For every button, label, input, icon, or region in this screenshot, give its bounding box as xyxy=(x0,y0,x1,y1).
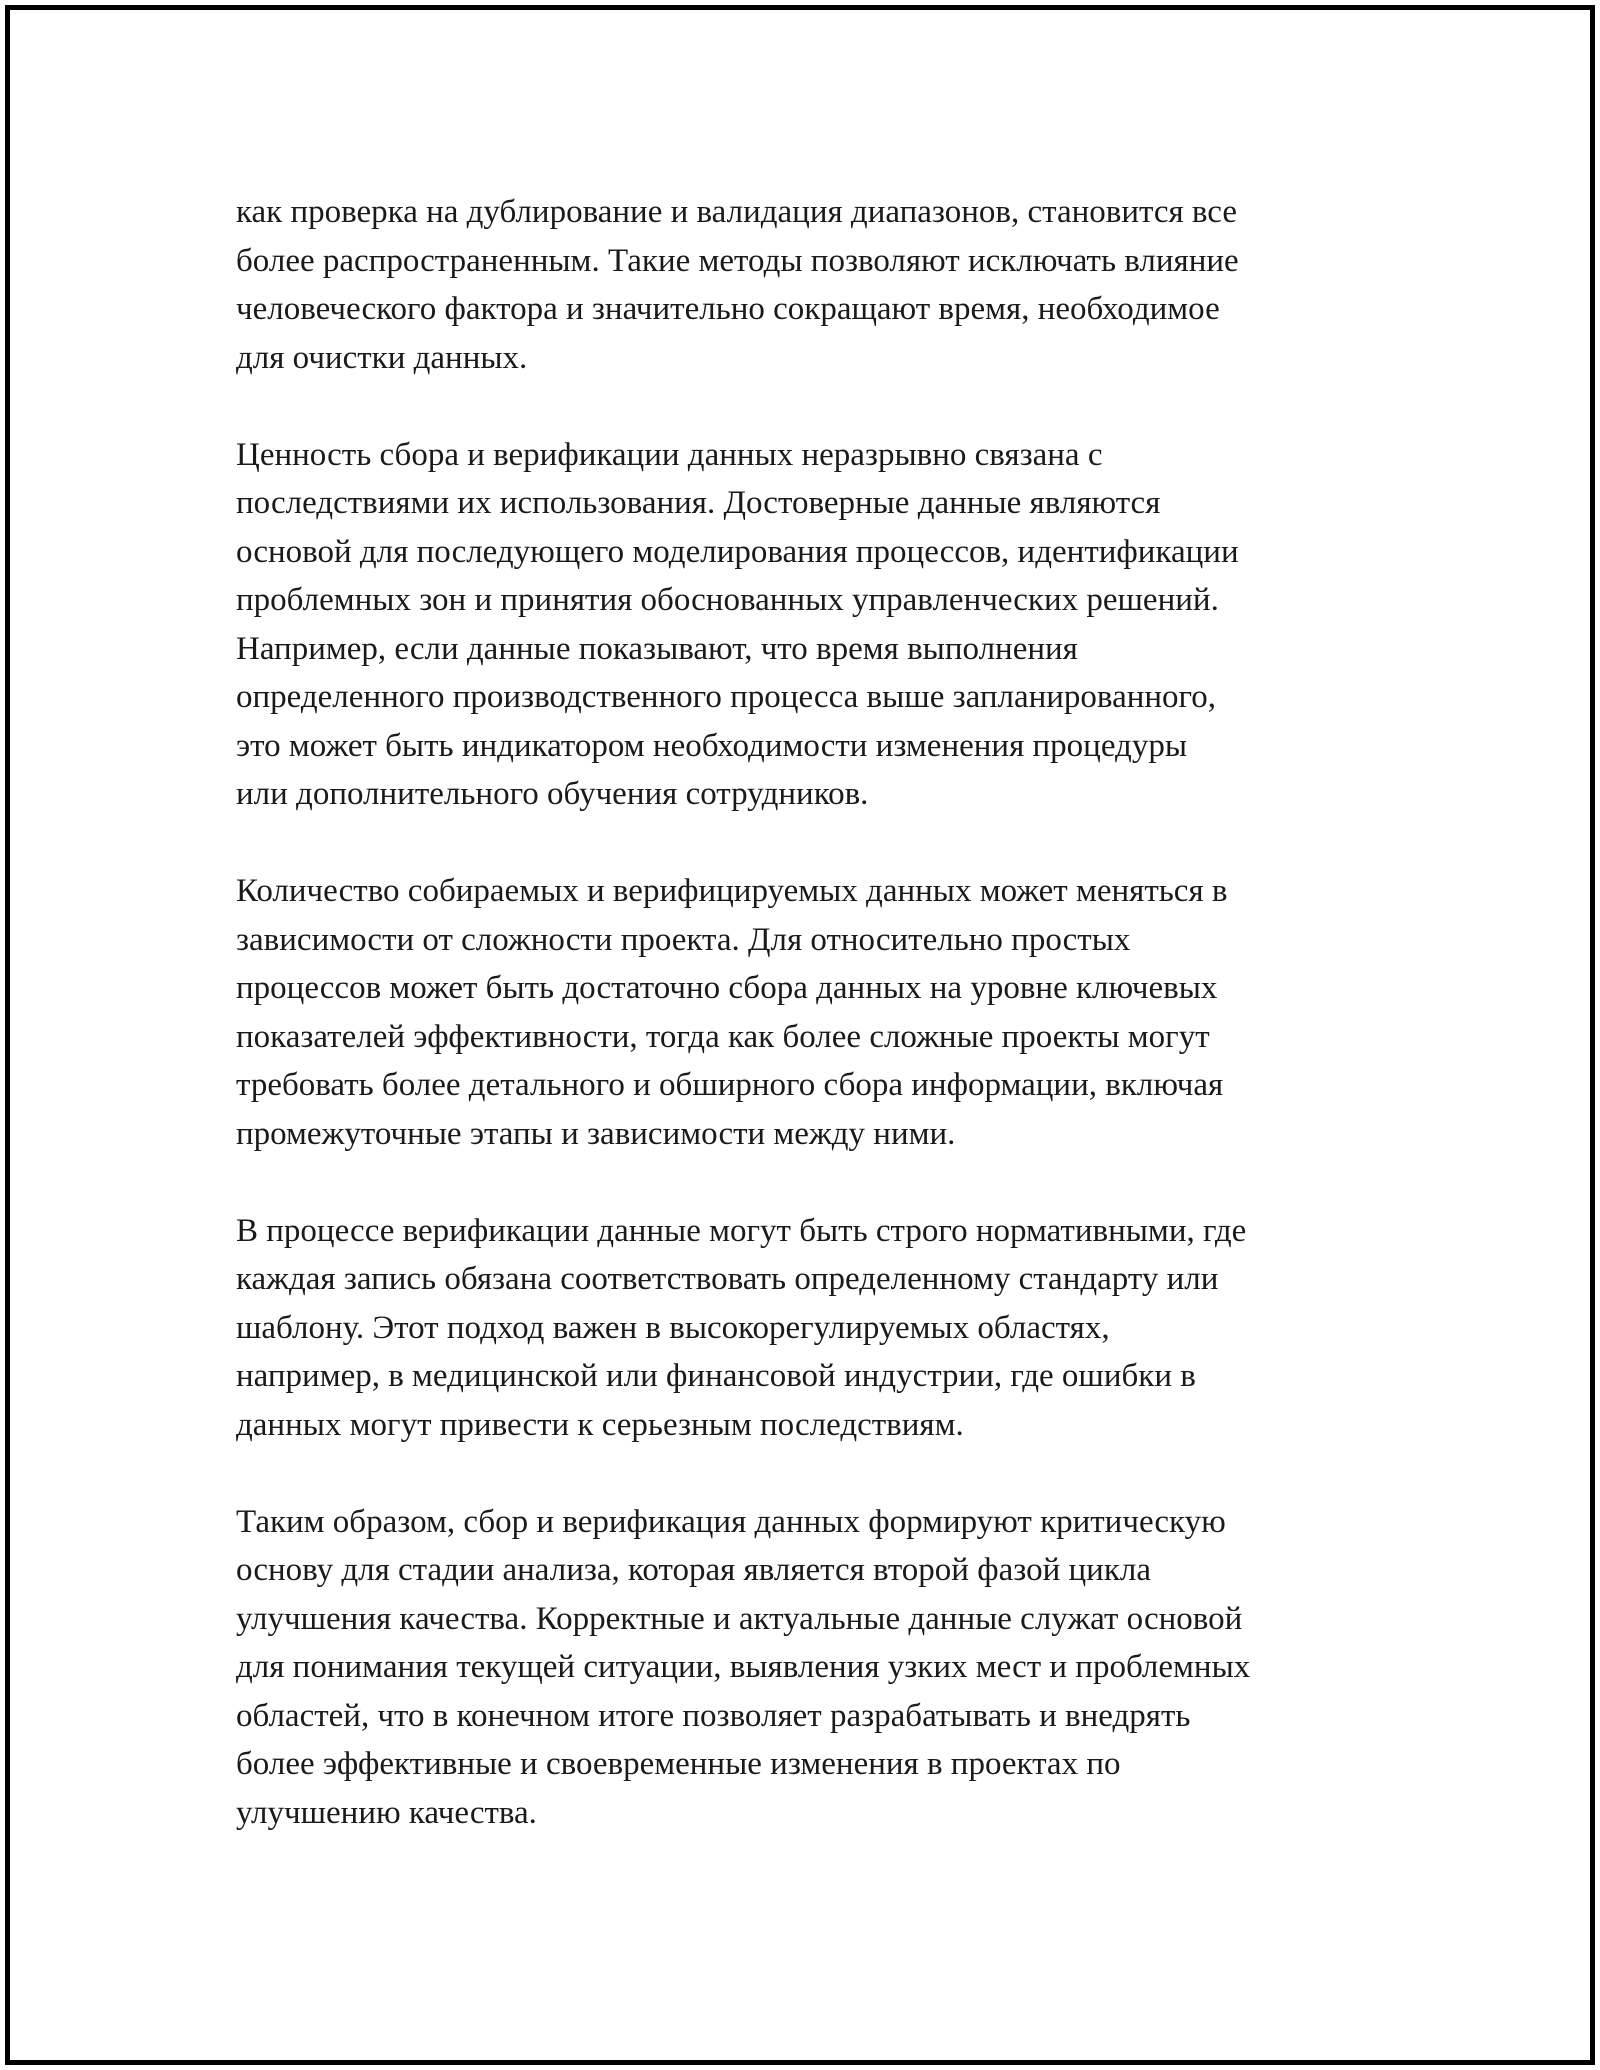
text-line: Например, если данные показывают, что время выполнения xyxy=(236,630,1078,667)
paragraph-3 xyxy=(236,867,1406,1158)
text-line: человеческого фактора и значительно сокращают время, необходимое xyxy=(236,291,1220,327)
text-line: каждая запись обязана соответствовать определенному стандарту или xyxy=(236,1261,1219,1297)
text-line: шаблону. Этот подход важен в высокорегулируемых областях, xyxy=(236,1309,1110,1346)
text-line: улучшения качества. Корректные и актуальные данные служат основой xyxy=(236,1600,1243,1637)
text-line: для понимания текущей ситуации, выявления узких мест и проблемных xyxy=(236,1649,1251,1685)
text-line: последствиями их использования. Достоверные данные являются xyxy=(236,485,1161,521)
text-line: для очистки данных. xyxy=(236,339,528,376)
text-line: областей, что в конечном итоге позволяет разрабатывать и внедрять xyxy=(236,1697,1191,1734)
text-line: данных могут привести к серьезным последствиям. xyxy=(236,1406,964,1443)
paragraph-5 xyxy=(236,1498,1406,1838)
text-line: основой для последующего моделирования процессов, идентификации xyxy=(236,533,1239,570)
text-line: показателей эффективности, тогда как более сложные проекты могут xyxy=(236,1018,1210,1055)
text-line: Таким образом, сбор и верификация данных формируют критическую xyxy=(236,1503,1226,1540)
text-line: промежуточные этапы и зависимости между ними. xyxy=(236,1115,956,1152)
text-line: Ценность сбора и верификации данных неразрывно связана с xyxy=(236,436,1103,473)
document-body xyxy=(236,188,1406,1886)
text-line: проблемных зон и принятия обоснованных управленческих решений. xyxy=(236,582,1219,618)
text-line: Количество собираемых и верифицируемых данных может меняться в xyxy=(236,873,1228,909)
text-line: более эффективные и своевременные изменения в проектах по xyxy=(236,1746,1121,1782)
text-line: например, в медицинской или финансовой индустрии, где ошибки в xyxy=(236,1358,1196,1394)
text-line: основу для стадии анализа, которая является второй фазой цикла xyxy=(236,1552,1151,1588)
text-line: улучшению качества. xyxy=(236,1794,537,1831)
text-line: или дополнительного обучения сотрудников. xyxy=(236,776,869,812)
paragraph-2 xyxy=(236,431,1406,819)
text-line: зависимости от сложности проекта. Для относительно простых xyxy=(236,921,1131,958)
paragraph-1 xyxy=(236,188,1406,382)
text-line: требовать более детального и обширного сбора информации, включая xyxy=(236,1067,1224,1103)
paragraph-4 xyxy=(236,1207,1406,1450)
text-line: это может быть индикатором необходимости изменения процедуры xyxy=(236,727,1187,764)
text-line: более распространенным. Такие методы позволяют исключать влияние xyxy=(236,242,1239,279)
text-line: как проверка на дублирование и валидация диапазонов, становится все xyxy=(236,194,1237,230)
text-line: процессов может быть достаточно сбора данных на уровне ключевых xyxy=(236,970,1218,1006)
text-line: В процессе верификации данные могут быть строго нормативными, где xyxy=(236,1212,1247,1249)
text-line: определенного производственного процесса выше запланированного, xyxy=(236,679,1217,715)
